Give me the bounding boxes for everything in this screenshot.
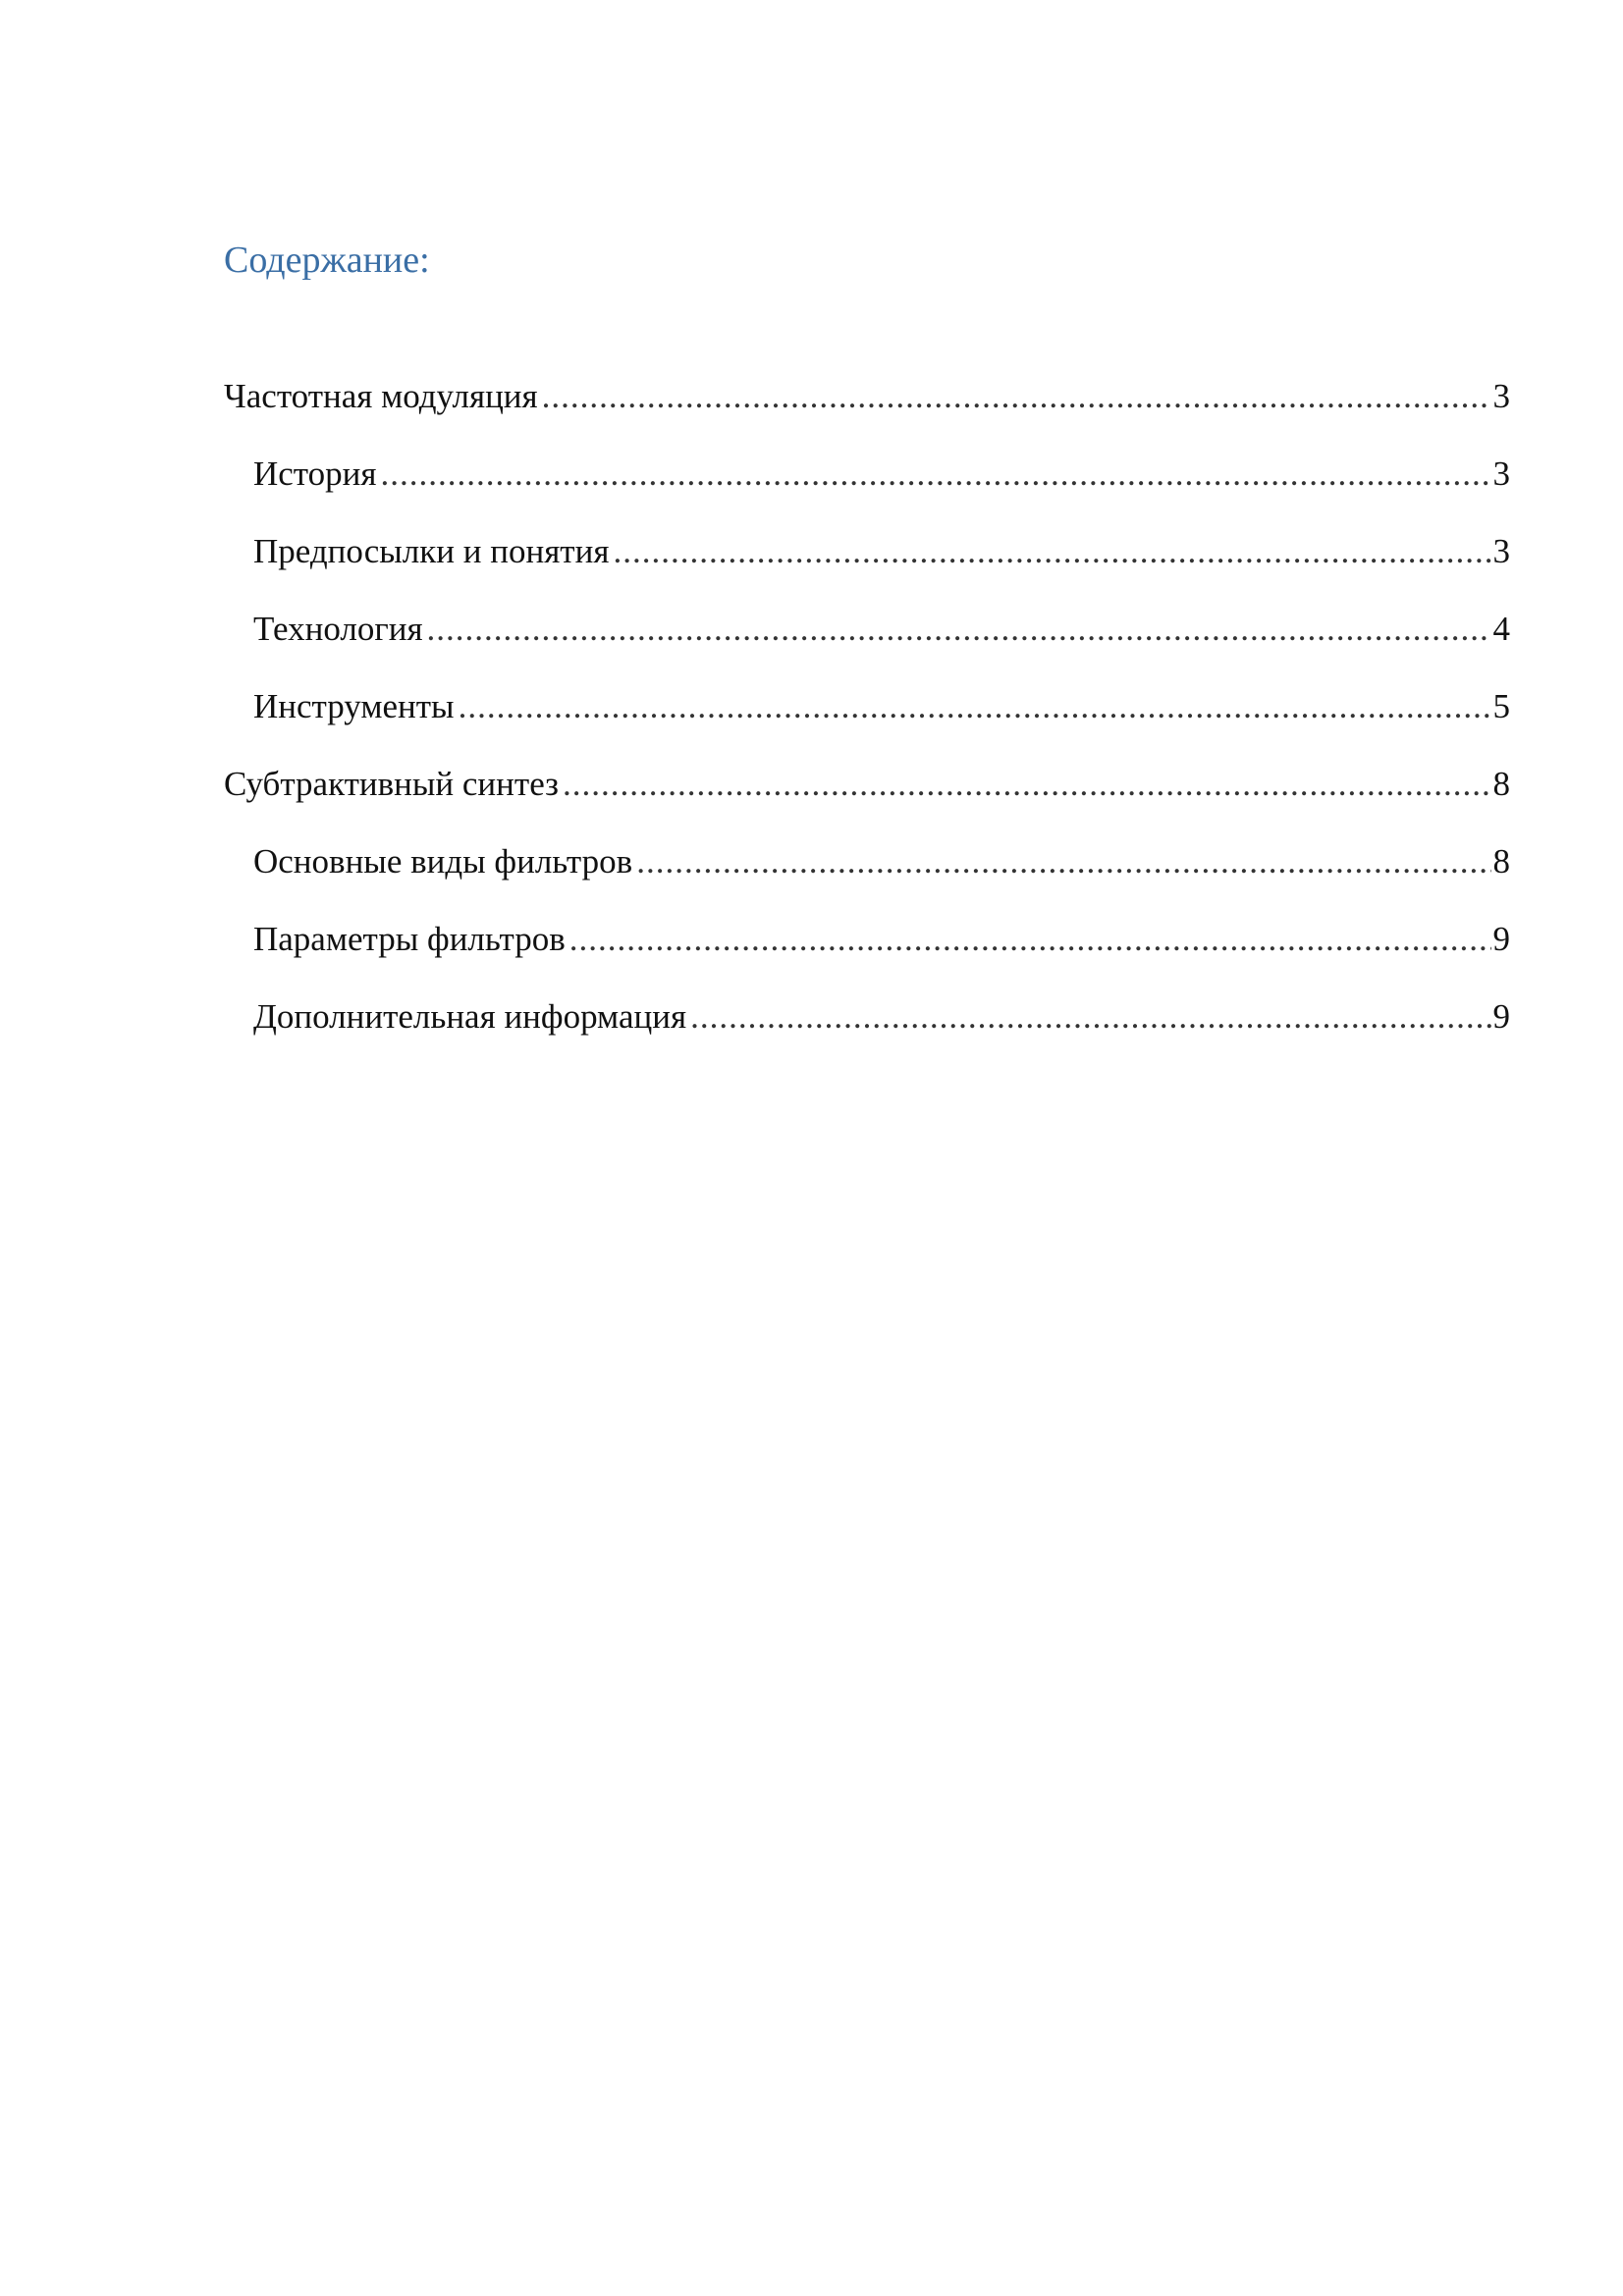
toc-title: Содержание:: [224, 240, 430, 281]
toc-entry-label: Предпосылки и понятия: [253, 532, 610, 570]
toc-entry-page: 9: [1492, 997, 1510, 1036]
toc-entry-page: 3: [1492, 532, 1510, 570]
toc-entry-page: 5: [1492, 687, 1510, 725]
toc-leader-dots: [380, 454, 1490, 495]
toc-entry-label: Технология: [253, 610, 423, 648]
toc-entry-additional-info[interactable]: [224, 996, 1510, 1074]
toc-entry-label: История: [253, 454, 377, 493]
toc-leader-dots: [427, 609, 1491, 650]
toc-entry-label: Дополнительная информация: [253, 997, 687, 1036]
toc-entry-label: Субтрактивный синтез: [224, 765, 559, 803]
toc-entry-prerequisites[interactable]: [224, 531, 1510, 609]
toc-entry-frequency-modulation[interactable]: [224, 376, 1510, 454]
toc-entry-technology[interactable]: [224, 609, 1510, 686]
toc-leader-dots: [690, 996, 1490, 1038]
toc-leader-dots: [569, 919, 1491, 960]
toc-leader-dots: [636, 841, 1490, 882]
toc-entry-page: 4: [1492, 610, 1510, 648]
toc-entry-page: 8: [1492, 765, 1510, 803]
toc-leader-dots: [563, 764, 1491, 805]
toc-entry-page: 9: [1492, 920, 1510, 958]
toc-entry-subtractive-synthesis[interactable]: [224, 764, 1510, 841]
toc-entry-label: Основные виды фильтров: [253, 842, 633, 881]
toc-entry-label: Частотная модуляция: [224, 377, 538, 415]
toc-leader-dots: [542, 376, 1491, 417]
toc-leader-dots: [613, 531, 1490, 572]
toc-entry-label: Инструменты: [253, 687, 455, 725]
toc-entry-filter-parameters[interactable]: [224, 919, 1510, 996]
toc-entry-label: Параметры фильтров: [253, 920, 566, 958]
toc-entry-page: 3: [1492, 454, 1510, 493]
toc-entry-history[interactable]: [224, 454, 1510, 531]
toc-entry-page: 3: [1492, 377, 1510, 415]
toc-leader-dots: [459, 686, 1491, 727]
toc-entry-instruments[interactable]: [224, 686, 1510, 764]
toc-entry-page: 8: [1492, 842, 1510, 881]
toc-entry-filter-types[interactable]: [224, 841, 1510, 919]
table-of-contents: [224, 376, 1510, 1074]
